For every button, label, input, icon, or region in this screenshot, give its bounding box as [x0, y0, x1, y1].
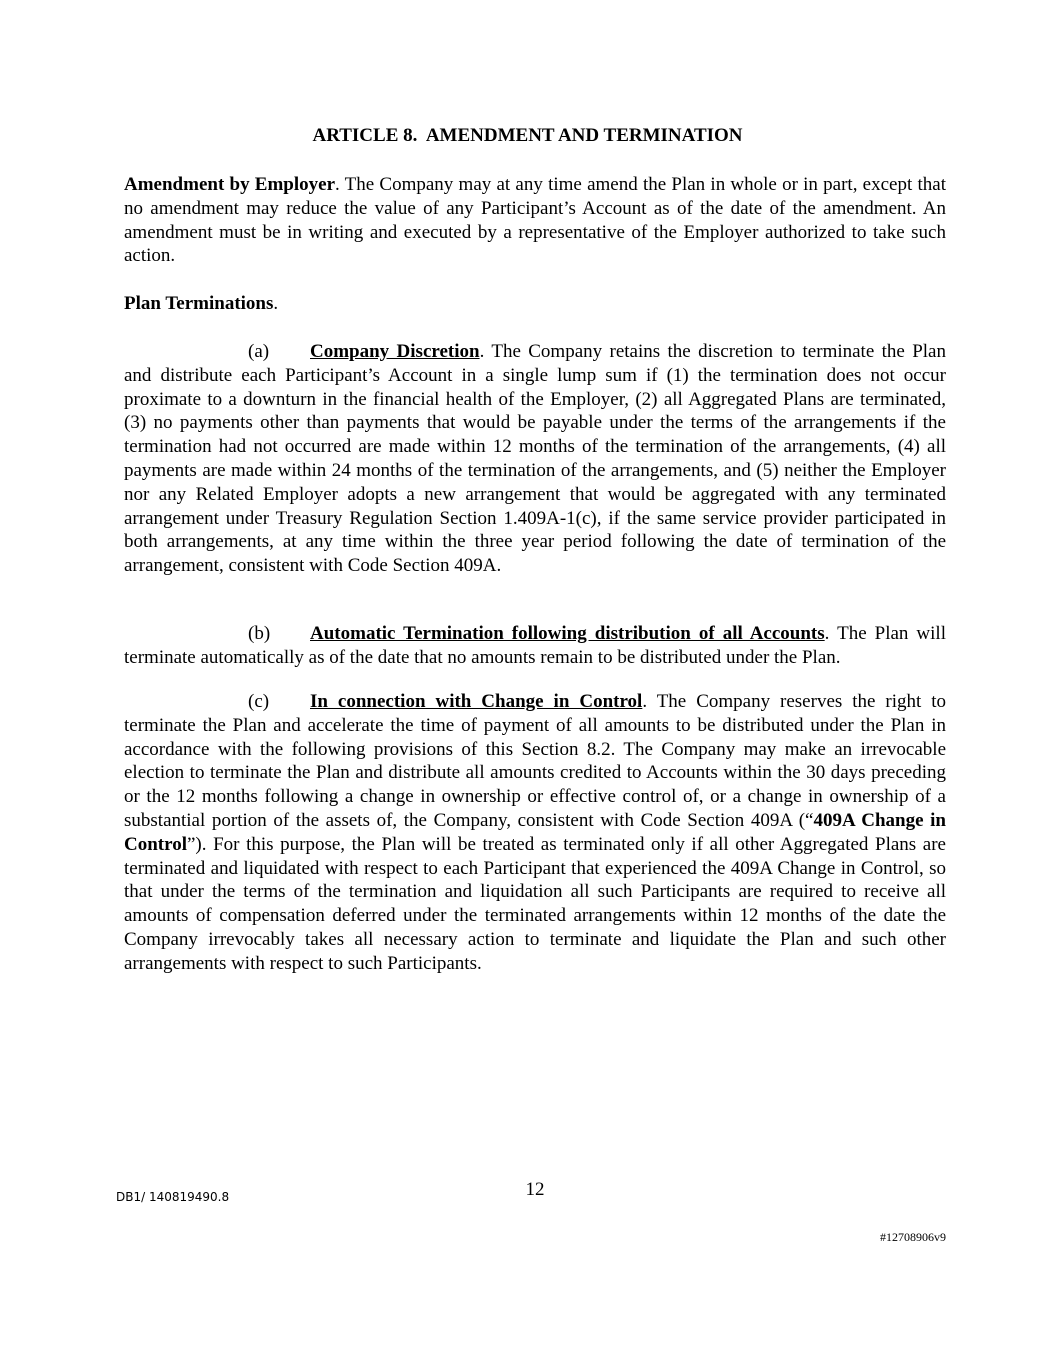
footer-reference: #12708906v9 [880, 1230, 946, 1244]
subsection-c-title: In connection with Change in Control [310, 691, 643, 712]
defined-term-409a: 409A Change in Control [124, 809, 946, 855]
page-number: 12 [525, 1179, 545, 1200]
terminations-heading: Plan Terminations [124, 293, 274, 314]
amendment-paragraph [124, 173, 946, 268]
footer-doc-id: DB1/ 140819490.8 [116, 1190, 230, 1204]
subsection-a-title: Company Discretion [310, 341, 480, 362]
subsection-a-body: . The Company retains the discretion to terminate the Plan and distribute each Participant’s Account in a single lump sum if (1) the termination does not occur proximate to a downturn in the financial health of the Employer, (2) all Aggregated Plans are terminated, (3) no payments other than payments that would be payable under the terms of the arrangements if the termination had not occurred are made within 12 months of the termination of the arrangements, (4) all payments are made within 24 months of the termination of the arrangements, and (5) neither the Employer nor any Related Employer adopts a new arrangement that would be aggregated with any terminated arrangement under Treasury Regulation Section 1.409A-1(c), if the same service provider participated in both arrangements, at any time within the three year period following the date of termination of the arrangement, consistent with Code Section 409A. [124, 341, 946, 577]
subsection-b-title: Automatic Termination following distribution of all Accounts [310, 623, 825, 644]
subsection-c-body-after: ”). For this purpose, the Plan will be treated as terminated only if all other Aggregated Plans are terminated and liquidated with respect to each Participant that experienced the 409A Change in Control, so that under the terms of the termination and liquidation all such Participants are required to receive all amounts of compensation deferred under the terminated arrangements within 12 months of the date the Company irrevocably takes all necessary action to terminate and liquidate the Plan and such other arrangements with respect to such Participants. [124, 833, 946, 974]
subsection-c-label: (c) [248, 691, 270, 712]
subsection-c-body-before: . The Company reserves the right to terminate the Plan and accelerate the time of payment of all amounts to be distributed under the Plan in accordance with the following provisions of this Section 8.2. The Company may make an irrevocable election to terminate the Plan and distribute all amounts credited to Accounts within the 30 days preceding or the 12 months following a change in ownership or effective control of, or a change in ownership of a substantial portion of the assets of, the Company, consistent with Code Section 409A (“ [124, 691, 946, 831]
terminations-heading-line [124, 292, 946, 316]
subsection-a [124, 340, 946, 578]
amendment-heading: Amendment by Employer [124, 174, 336, 195]
amendment-body: . The Company may at any time amend the Plan in whole or in part, except that no amendment may reduce the value of any Participant’s Account as of the date of the amendment. An amendment must be in writing and executed by a representative of the Employer authorized to take such action. [124, 174, 946, 267]
terminations-heading-suffix: . [273, 293, 279, 314]
subsection-a-label: (a) [248, 341, 270, 362]
subsection-b-label: (b) [248, 623, 271, 644]
subsection-c [124, 690, 946, 976]
article-title: ARTICLE 8. AMENDMENT AND TERMINATION [312, 125, 743, 146]
subsection-b [124, 622, 946, 670]
subsection-b-body: . The Plan will terminate automatically as of the date that no amounts remain to be distributed under the Plan. [124, 623, 946, 668]
